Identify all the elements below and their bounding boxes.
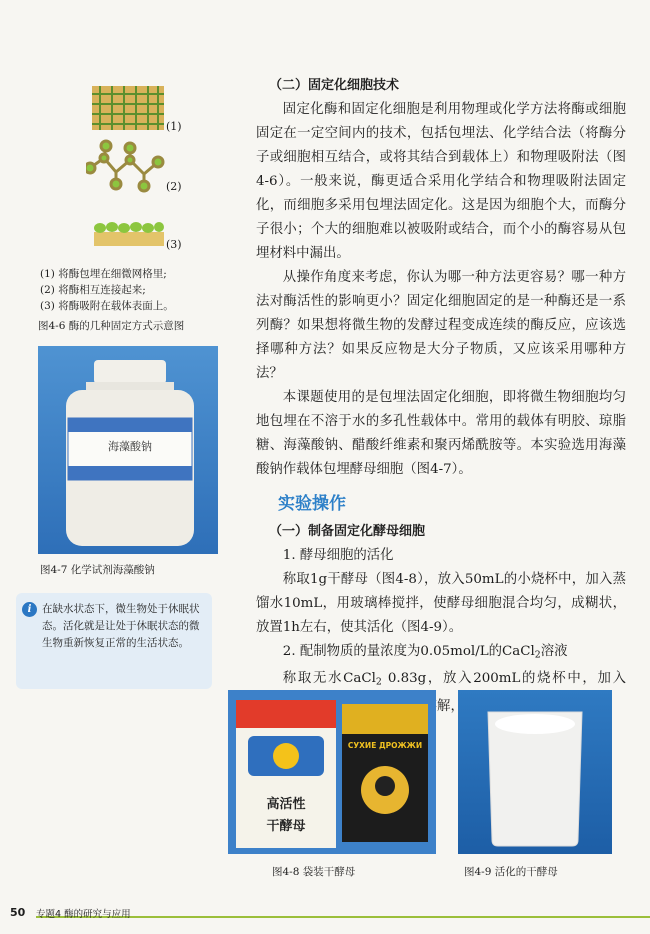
dry-yeast-photo [228, 690, 436, 854]
main-content [256, 74, 626, 719]
page-number: 50 [10, 906, 26, 919]
step1-text: 称取1g干酵母（图4-8），放入50mL的小烧杯中，加入蒸馏水10mL，用玻璃棒搅拌，使酵母细胞混合均匀，成糊状，放置1h左右，使其活化（图4-9）。 [256, 572, 626, 635]
step2-title: 2. 配制物质的量浓度为0.05mol/L的CaCl$_2$溶液 [282, 644, 568, 661]
legend-item: (1) 将酶包埋在细微网格里; [40, 268, 167, 280]
enzyme-fixation-diagram [86, 82, 196, 262]
figure-4-8-caption: 图4-8 袋装干酵母 [272, 866, 356, 878]
label-3: (3) [166, 238, 182, 251]
paragraph-1: 固定化酶和固定化细胞是利用物理或化学方法将酶或细胞固定在一定空间内的技术，包括包埋法、化学结合法（将酶分子或细胞相互结合，或将其结合到载体上）和物理吸附法（图4-6）。一般来说，酶更适合采用化学结合和物理吸附法固定化，而细胞多采用包埋法固定化。这是因为细胞个大，而酶分子很小；个大的细胞难以被吸附或结合，而个小的酶容易从包埋材料中漏出。 [256, 102, 626, 261]
side-note [16, 593, 212, 689]
paragraph-2: 从操作角度来考虑，你认为哪一种方法更容易？哪一种方法对酶活性的影响更小？固定化细胞固定的是一种酶还是一系列酶？如果想将微生物的发酵过程变成连续的酶反应，应该选择哪种方法？如果反应物是大分子物质，又应该采用哪种方法？ [256, 270, 626, 381]
legend-item: (3) 将酶吸附在载体表面上。 [40, 300, 174, 312]
legend-item: (2) 将酶相互连接起来; [40, 284, 146, 296]
mesh-embedding-icon [92, 86, 164, 130]
page-footer [0, 904, 650, 934]
bottle-image [38, 346, 218, 554]
figure-4-6-caption: 图4-6 酶的几种固定方式示意图 [38, 320, 185, 332]
sodium-alginate-photo [38, 346, 218, 554]
step2-text: 称取无水CaCl$_2$ 0.83g，放入200mL的烧杯中，加入 使其充分溶解，待用。 [282, 671, 626, 714]
adsorption-icon [94, 222, 164, 246]
note-text: 在缺水状态下，微生物处于休眠状态。活化就是让处于休眠状态的微生物重新恢复正常的生活状态。 [42, 603, 200, 649]
experiment-subheading: （一）制备固定化酵母细胞 [269, 524, 426, 539]
pack1-title: 高活性 [266, 797, 306, 812]
figure-4-7-caption: 图4-7 化学试剂海藻酸钠 [40, 564, 155, 576]
beaker-image [458, 690, 612, 854]
yeast-packages-image [228, 690, 436, 854]
info-icon: i [22, 602, 37, 617]
chapter-title: 专题4 酶的研究与应用 [36, 909, 131, 920]
label-2: (2) [166, 180, 182, 193]
bottle-label: 海藻酸钠 [108, 440, 152, 453]
pack1-subtitle: 干酵母 [266, 819, 306, 834]
cross-link-icon [86, 141, 163, 191]
activated-yeast-photo [458, 690, 612, 854]
pack2-title: СУХИЕ ДРОЖЖИ [347, 741, 423, 750]
section-heading: （二）固定化细胞技术 [269, 78, 400, 93]
figure-4-6-legend [40, 266, 230, 314]
step1-title: 1. 酵母细胞的活化 [282, 548, 394, 563]
experiment-heading: 实验操作 [278, 494, 346, 514]
figure-4-9-caption: 图4-9 活化的干酵母 [464, 866, 558, 878]
label-1: (1) [166, 120, 182, 133]
paragraph-3: 本课题使用的是包埋法固定化细胞，即将微生物细胞均匀地包埋在不溶于水的多孔性载体中。常用的载体有明胶、琼脂糖、海藻酸钠、醋酸纤维素和聚丙烯酰胺等。本实验选用海藻酸钠作载体包埋酵母细胞（图4-7）。 [256, 390, 626, 477]
